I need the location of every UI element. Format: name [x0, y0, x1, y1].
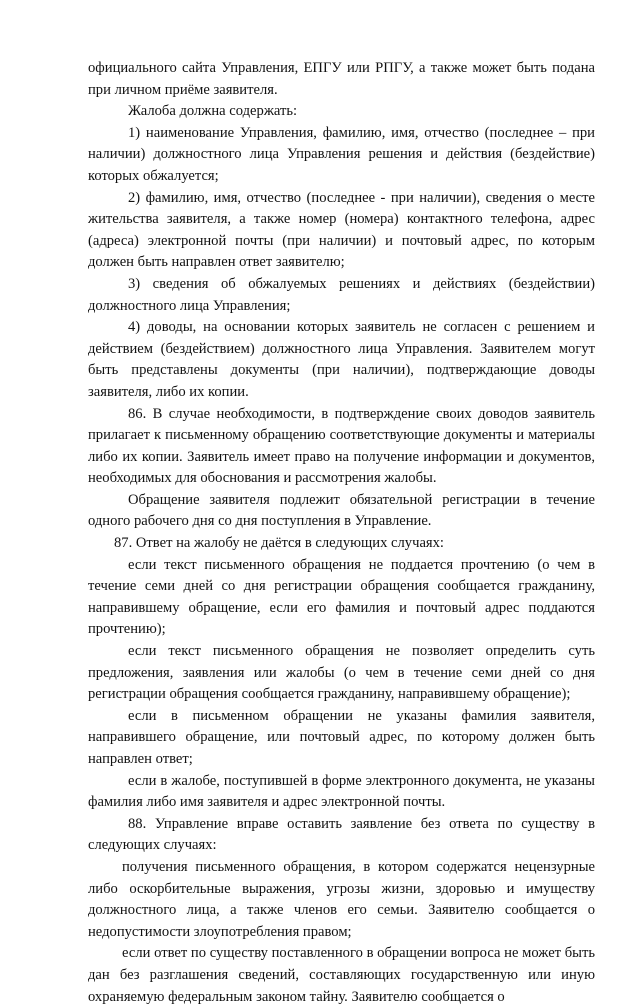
paragraph-case-abusive: получения письменного обращения, в котором содержатся нецензурные либо оскорбительные выражения, угрозы жизни, здоровью и имуществу должностного лица, а также членов его семьи. Заявителю сообщается о недопустимости злоупотребления правом;	[88, 858, 595, 940]
paragraph-clause-86: 86. В случае необходимости, в подтверждение своих доводов заявитель прилагает к письменному обращению соответствующие документы и материалы либо их копии. Заявитель имеет право на получение информации и документов, необходимых для обоснования и рассмотрения жалобы.	[88, 405, 595, 487]
paragraph-case-secret: если ответ по существу поставленного в обращении вопроса не может быть дан без разглашения сведений, составляющих государственную или иную охраняемую федеральным законом тайну. Заявителю сообщается о	[88, 945, 595, 1005]
paragraph-item-3: 3) сведения об обжалуемых решениях и действиях (бездействии) должностного лица Управления;	[88, 275, 595, 314]
paragraph-complaint-contents-intro: Жалоба должна содержать:	[128, 103, 298, 120]
paragraph-case-unreadable: если текст письменного обращения не поддается прочтению (о чем в течение семи дней со дня регистрации обращения сообщается гражданину, направившему обращение, если его фамилия и почтовый адрес поддаются прочтению);	[88, 556, 595, 638]
paragraph-item-4: 4) доводы, на основании которых заявитель не согласен с решением и действием (бездействием) должностного лица Управления. Заявителем могут быть представлены документы (при наличии), подтверждающие доводы заявителя, либо их копии.	[88, 319, 595, 400]
paragraph-item-2: 2) фамилию, имя, отчество (последнее - при наличии), сведения о месте жительства заявителя, а также номер (номера) контактного телефона, адрес (адреса) электронной почты (при наличии) и почтовый адрес, по которым должен быть направлен ответ заявителю;	[88, 189, 595, 271]
paragraph-submission-channels: официального сайта Управления, ЕПГУ или РПГУ, а также может быть подана при личном приёме заявителя.	[88, 60, 595, 98]
paragraph-clause-88: 88. Управление вправе оставить заявление без ответа по существу в следующих случаях:	[88, 815, 595, 854]
paragraph-clause-87: 87. Ответ на жалобу не даётся в следующих случаях:	[114, 535, 444, 552]
paragraph-case-undeterminable: если текст письменного обращения не позволяет определить суть предложения, заявления или жалобы (о чем в течение семи дней со дня регистрации обращения сообщается гражданину, направившему обращение);	[88, 643, 595, 703]
paragraph-case-electronic: если в жалобе, поступившей в форме электронного документа, не указаны фамилия либо имя заявителя и адрес электронной почты.	[88, 772, 595, 811]
paragraph-case-no-address: если в письменном обращении не указаны фамилия заявителя, направившего обращение, или почтовый адрес, по которому должен быть направлен ответ;	[88, 707, 595, 767]
paragraph-item-1: 1) наименование Управления, фамилию, имя, отчество (последнее – при наличии) должностного лица Управления решения и действия (бездействие) которых обжалуется;	[88, 124, 595, 184]
paragraph-registration: Обращение заявителя подлежит обязательной регистрации в течение одного рабочего дня со дня поступления в Управление.	[88, 491, 595, 530]
document-page	[88, 58, 595, 1008]
